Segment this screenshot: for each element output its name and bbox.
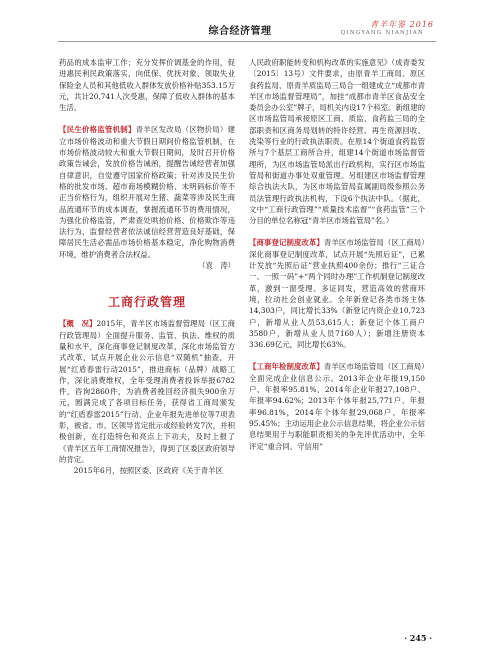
header-title: 综合经济管理 (208, 26, 272, 37)
paragraph (59, 318, 235, 465)
entry-tag: 【商事登记制度改革】 (249, 238, 324, 248)
entry-tag: 【概 况】 (59, 319, 97, 329)
entry-tag: 【民生价格监管机制】 (59, 125, 136, 135)
section-title: 工商行政管理 (107, 295, 186, 310)
paragraph-text: 2015年，青羊区市场监督管理局（区工商行政管理局）全面提升服务、监管、执法、维权的质量和水平，深化商事登记制度改革，深化市场监管方式改革，试点开展企业公示信息“双随机”抽查，开展“红盾春雷行动2015”，推进商标（品牌）战略工作，深化消费维权，全年受理消费者投诉举报6782件，咨询2860件，为消费者挽回经济损失900余万元，圆满完成了各项目标任务，获得省工商局颁发的“红盾春雷2015”行动、企业年报先进单位等7项表彰，被省、市、区领导肯定批示或经验转发7次，并积极创新，在打造特色和亮点上下功夫，及时上报了《青羊区五年工商情况报告》，得到了区委区政府领导的肯定。 (59, 319, 235, 464)
paragraph (249, 361, 425, 451)
paragraph (249, 237, 425, 350)
paragraph-text: 青羊区发改局（区物价局）建立市场价格波动和重大节假日期间价格监管机制，在市场价格波动较大和重大节假日期间，及时召开价格政策告诫会，发放价格告诫函，提醒告诫经营者加强自律意识，自觉遵守国家价格政策；针对涉及民生价格的批发市场、超市商场模糊价格、未明码标价等不正当价格行为，组织开展对生猪、蔬菜等涉及民生商品流通环节的成本调查，掌握流通环节的费用情况，为强化价格监管，严肃查处哄抬价格、价格欺诈等违法行为，监督经营者依法诚信经营营造良好基础，保障居民生活必需品市场价格基本稳定，净化购物消费环境，维护消费者合法权益。 (59, 125, 235, 259)
left-column (59, 57, 235, 477)
entry-tag: 【工商年检制度改革】 (249, 362, 324, 372)
author: （袁 涛） (198, 261, 235, 271)
page-number: · 245 · (404, 633, 432, 643)
paragraph-text: 青羊区市场监管局（区工商局）全面完成企业信息公示。2013年企业年报19,150户、年报率95.81%，2014年企业年报27,108户、年报率94.62%；2013年个体年报25,771户、年报率96.81%，2014年个体年报29,068户、年报率95.45%；主动运用企业公示信息结果，将企业公示信息结果用于与职能职责相关的争先评优活动中，全年评定“重合同、守信用” (249, 362, 425, 451)
header-yearbook: 青羊年鉴 2016 (370, 20, 434, 29)
right-column (249, 57, 425, 452)
paragraph: 人民政府职能转变和机构改革的实施意见》（成青委发〔2015〕13号）文件要求，由原青羊工商局、原区食药监局、原青羊质监局三局合一组建成立“成都市青羊区市场监督管理局”，加挂“成都市青羊区食品安全委员会办公室”牌子，局机关内设17个科室。新组建的区市场监管局承接原区工商、质监、食药监三局的全部职责和区商务局划转的特许经营、再生资源回收、洗染等行业的行政执法职责。在原14个街道食药监管所与7个基层工商所合并，组建14个街道市场监督管理所，为区市场监管局派出行政机构，实行区市场监管局和街道办事处双重管理。另组建区市场监督管理综合执法大队，为区市场监管局直属副局级参照公务员法管理行政执法机构，下设6个执法中队。（据此，文中“工商行政管理”“质量技术监督”“食药监管”三个分目的单位名称冠“青羊区市场监管局”名。） (249, 58, 425, 226)
paragraph: 药品的成本监审工作；充分发挥价调基金的作用，促进惠民利民政策落实，向低保、优抚对象、领取失业保险金人员和其他低收入群体发放价格补贴353.15万元，共计20,741人次受惠，保障了低收入群体的基本生活。 (59, 58, 235, 113)
author-line (59, 260, 235, 271)
header-romanized: QINGYANG NIANJIAN (340, 30, 424, 36)
paragraph (59, 124, 235, 260)
paragraph-text: 青羊区市场监管局（区工商局）深化商事登记制度改革，试点开展“先照后证”，已累计发放“先照后证”营业执照400余份；推行“三证合一、一照一码”+“两个同时办理”工作机制登记制度改革，激到一窗受理、多证同发，营造高效的营商环境，拉动社会创业就业。全年新登记各类市场主体14,303户，同比增长33%（新登记内资企业10,723户，新增从业人员53,615人；新登记个体工商户3580户，新增从业人员7160人）；新增注册资本336.69亿元，同比增长63%。 (249, 238, 425, 350)
header-rule (58, 41, 436, 42)
paragraph: 2015年6月，按照区委、区政府《关于青羊区 (73, 466, 223, 476)
running-header (0, 0, 480, 50)
